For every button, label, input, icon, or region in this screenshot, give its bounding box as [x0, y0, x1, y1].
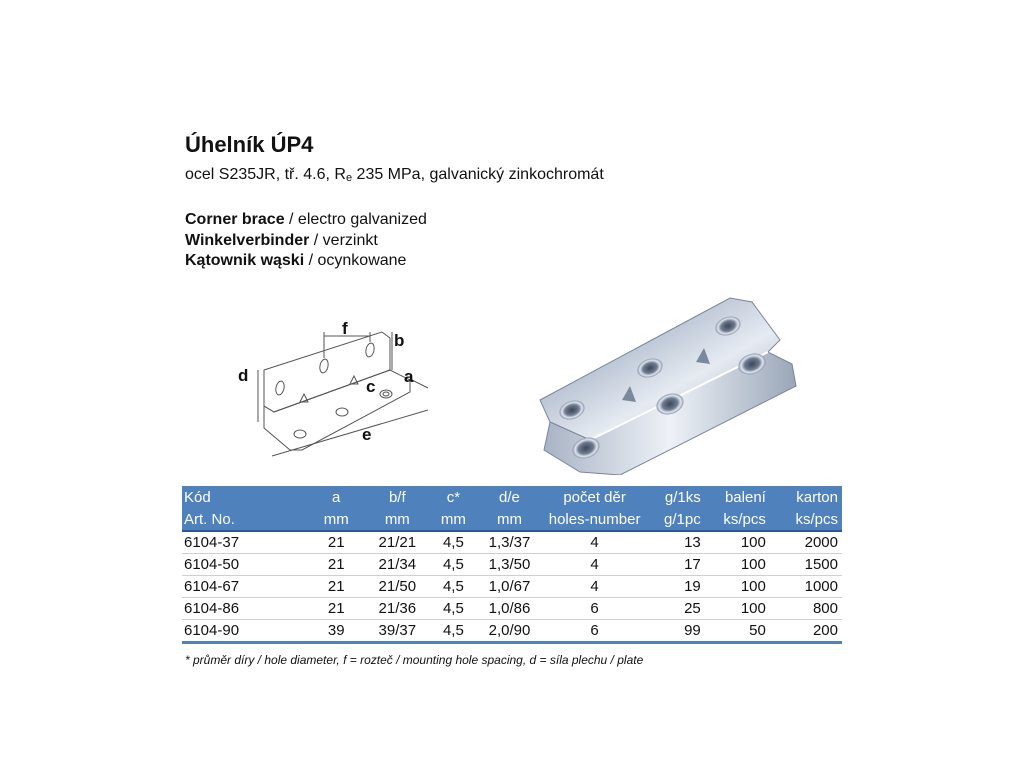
col-subheader-a: mm — [323, 510, 349, 528]
name-german — [185, 231, 427, 252]
dim-label-b: b — [394, 331, 405, 350]
col-subheader-de: mm — [496, 510, 522, 528]
cell-a: 21 — [306, 576, 366, 598]
name-german-bold: Winkelverbinder — [185, 231, 310, 249]
cell-holes: 6 — [541, 620, 649, 643]
cell-carton: 1000 — [776, 576, 842, 598]
col-header-pack: balení — [724, 488, 766, 506]
cell-c: 4,5 — [428, 598, 478, 620]
col-header-holes: počet děr — [563, 488, 626, 506]
col-subheader-pack: ks/pcs — [723, 510, 766, 528]
cell-pack: 100 — [709, 531, 776, 554]
table-row — [182, 576, 842, 598]
cell-a: 21 — [306, 598, 366, 620]
cell-pack: 100 — [709, 554, 776, 576]
table-row — [182, 554, 842, 576]
technical-drawing — [232, 310, 432, 460]
material-spec-subscript: e — [345, 172, 353, 184]
col-header-de: d/e — [499, 488, 520, 506]
col-subheader-carton: ks/pcs — [795, 510, 838, 528]
table-header-row — [182, 508, 842, 531]
cell-weight: 17 — [649, 554, 709, 576]
material-spec — [185, 165, 604, 186]
product-table-wrap — [182, 486, 842, 644]
cell-weight: 25 — [649, 598, 709, 620]
cell-pack: 100 — [709, 598, 776, 620]
col-header-c: c* — [446, 488, 461, 506]
table-row — [182, 620, 842, 643]
dim-label-f: f — [342, 319, 348, 338]
col-subheader-weight: g/1pc — [664, 510, 701, 528]
cell-holes: 6 — [541, 598, 649, 620]
col-header-code: Kód — [184, 488, 211, 506]
footnote: * průměr díry / hole diameter, f = rozteč / mounting hole spacing, d = síla plechu / plate — [185, 653, 644, 667]
cell-carton: 800 — [776, 598, 842, 620]
col-header-carton: karton — [796, 488, 838, 506]
cell-code: 6104-50 — [182, 554, 306, 576]
cell-c: 4,5 — [428, 554, 478, 576]
cell-de: 1,0/67 — [478, 576, 540, 598]
cell-pack: 50 — [709, 620, 776, 643]
cell-c: 4,5 — [428, 531, 478, 554]
cell-holes: 4 — [541, 576, 649, 598]
cell-bf: 39/37 — [366, 620, 428, 643]
name-english-bold: Corner brace — [185, 211, 285, 228]
cell-code: 6104-86 — [182, 598, 306, 620]
cell-code: 6104-90 — [182, 620, 306, 643]
cell-weight: 19 — [649, 576, 709, 598]
cell-pack: 100 — [709, 576, 776, 598]
cell-bf: 21/36 — [366, 598, 428, 620]
name-polish-rest: / ocynkowane — [304, 252, 407, 269]
cell-de: 1,0/86 — [478, 598, 540, 620]
dim-label-c: c — [366, 377, 376, 396]
name-german-rest: / verzinkt — [309, 231, 378, 249]
name-polish-bold: Kątownik wąski — [185, 252, 305, 269]
col-subheader-code: Art. No. — [184, 510, 235, 528]
cell-c: 4,5 — [428, 620, 478, 643]
cell-carton: 2000 — [776, 531, 842, 554]
material-spec-part1: ocel S235JR, tř. 4.6, R — [185, 166, 346, 183]
cell-bf: 21/21 — [366, 531, 428, 554]
cell-code: 6104-67 — [182, 576, 306, 598]
dim-label-a: a — [404, 367, 414, 386]
cell-bf: 21/50 — [366, 576, 428, 598]
name-english — [185, 210, 427, 231]
cell-a: 39 — [306, 620, 366, 643]
name-english-rest: / electro galvanized — [284, 211, 427, 228]
cell-weight: 99 — [649, 620, 709, 643]
table-row — [182, 598, 842, 620]
col-subheader-c: mm — [440, 510, 466, 528]
table-header-row — [182, 486, 842, 508]
col-subheader-holes: holes-number — [548, 510, 641, 528]
product-names — [185, 210, 427, 272]
dim-label-e: e — [362, 425, 372, 444]
cell-holes: 4 — [541, 531, 649, 554]
col-subheader-bf: mm — [384, 510, 410, 528]
product-photo — [530, 290, 805, 475]
table-row — [182, 531, 842, 554]
cell-code: 6104-37 — [182, 531, 306, 554]
cell-a: 21 — [306, 531, 366, 554]
page-title: Úhelník ÚP4 — [185, 132, 314, 157]
cell-de: 1,3/50 — [478, 554, 540, 576]
col-header-bf: b/f — [388, 488, 406, 506]
cell-carton: 200 — [776, 620, 842, 643]
cell-a: 21 — [306, 554, 366, 576]
cell-holes: 4 — [541, 554, 649, 576]
cell-de: 2,0/90 — [478, 620, 540, 643]
cell-bf: 21/34 — [366, 554, 428, 576]
name-polish — [185, 251, 427, 272]
dim-label-d: d — [238, 366, 249, 385]
cell-de: 1,3/37 — [478, 531, 540, 554]
col-header-a: a — [332, 488, 341, 506]
product-table — [182, 486, 842, 644]
cell-carton: 1500 — [776, 554, 842, 576]
col-header-weight: g/1ks — [664, 488, 701, 506]
material-spec-part2: 235 MPa, galvanický zinkochromát — [352, 166, 604, 183]
cell-weight: 13 — [649, 531, 709, 554]
cell-c: 4,5 — [428, 576, 478, 598]
